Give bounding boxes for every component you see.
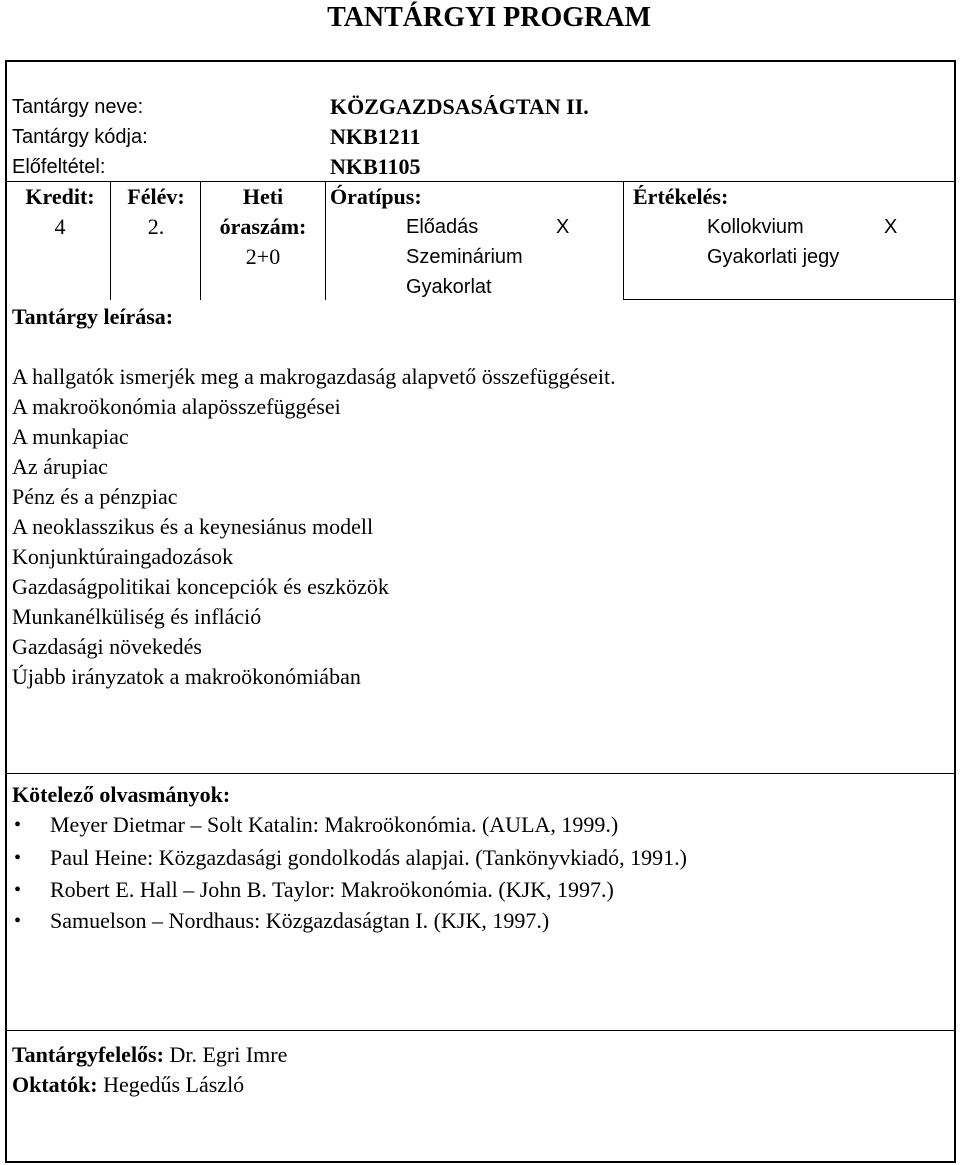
- description-line: A makroökonómia alapösszefüggései: [12, 394, 341, 419]
- responsible-label: Tantárgyfelelős:: [12, 1042, 164, 1067]
- description-line: A munkapiac: [12, 424, 129, 449]
- grid-divider-4: [623, 181, 624, 300]
- teachers-label: Oktatók:: [12, 1072, 98, 1097]
- semester-label: Félév:: [127, 184, 185, 209]
- evaluation-practical-grade: Gyakorlati jegy: [707, 246, 840, 268]
- reading-item: Paul Heine: Közgazdasági gondolkodás alapjai. (Tankönyvkiadó, 1991.): [50, 845, 687, 870]
- class-type-practice: Gyakorlat: [406, 276, 492, 298]
- evaluation-bottom-divider: [623, 299, 956, 300]
- responsible-row: [12, 1040, 287, 1070]
- class-type-label: Óratípus:: [330, 184, 422, 209]
- description-line: Az árupiac: [12, 454, 108, 479]
- readings-label: Kötelező olvasmányok:: [12, 782, 231, 807]
- subject-name-label: Tantárgy neve:: [12, 96, 144, 118]
- readings-top-divider: [5, 773, 956, 774]
- grid-divider-1: [110, 181, 111, 300]
- reading-item: Meyer Dietmar – Solt Katalin: Makroökonómia. (AULA, 1999.): [50, 812, 619, 837]
- evaluation-label: Értékelés:: [633, 184, 729, 209]
- description-line: A neoklasszikus és a keynesiánus modell: [12, 514, 374, 539]
- weekly-hours-value: 2+0: [245, 244, 281, 269]
- class-type-lecture: Előadás: [406, 216, 479, 238]
- grid-divider-3: [325, 181, 326, 300]
- class-type-seminar: Szeminárium: [406, 246, 523, 268]
- description-line: Pénz és a pénzpiac: [12, 484, 178, 509]
- subject-name-value: KÖZGAZDSASÁGTAN II.: [330, 94, 589, 119]
- page-title: TANTÁRGYI PROGRAM: [327, 2, 651, 33]
- prerequisite-label: Előfeltétel:: [12, 156, 106, 178]
- bullet-icon: •: [14, 910, 22, 932]
- description-line: Munkanélküliség és infláció: [12, 604, 262, 629]
- reading-item: Samuelson – Nordhaus: Közgazdaságtan I. (KJK, 1997.): [50, 908, 550, 933]
- description-line: Konjunktúraingadozások: [12, 544, 234, 569]
- description-label: Tantárgy leírása:: [12, 304, 174, 329]
- subject-code-value: NKB1211: [330, 124, 421, 149]
- teachers-value: Hegedűs László: [103, 1072, 245, 1097]
- subject-code-label: Tantárgy kódja:: [12, 126, 148, 148]
- class-type-lecture-mark: X: [556, 216, 570, 238]
- footer-top-divider: [5, 1030, 956, 1031]
- bullet-icon: •: [14, 814, 22, 836]
- credit-value: 4: [54, 214, 66, 239]
- bullet-icon: •: [14, 847, 22, 869]
- description-line: Gazdasági növekedés: [12, 634, 202, 659]
- evaluation-exam: Kollokvium: [707, 216, 804, 238]
- evaluation-exam-mark: X: [884, 216, 898, 238]
- description-line: A hallgatók ismerjék meg a makrogazdaság alapvető összefüggéseit.: [12, 364, 616, 389]
- description-line: Gazdaságpolitikai koncepciók és eszközök: [12, 574, 389, 599]
- responsible-value: Dr. Egri Imre: [169, 1042, 288, 1067]
- prerequisite-value: NKB1105: [330, 154, 421, 179]
- description-line: Újabb irányzatok a makroökonómiában: [12, 664, 361, 689]
- weekly-hours-label-line2: óraszám:: [219, 214, 307, 239]
- bullet-icon: •: [14, 879, 22, 901]
- teachers-row: [12, 1070, 244, 1100]
- weekly-hours-label-line1: Heti: [242, 184, 284, 209]
- semester-value: 2.: [147, 214, 165, 239]
- reading-item: Robert E. Hall – John B. Taylor: Makroökonómia. (KJK, 1997.): [50, 877, 614, 902]
- credit-label: Kredit:: [25, 184, 95, 209]
- grid-divider-2: [200, 181, 201, 300]
